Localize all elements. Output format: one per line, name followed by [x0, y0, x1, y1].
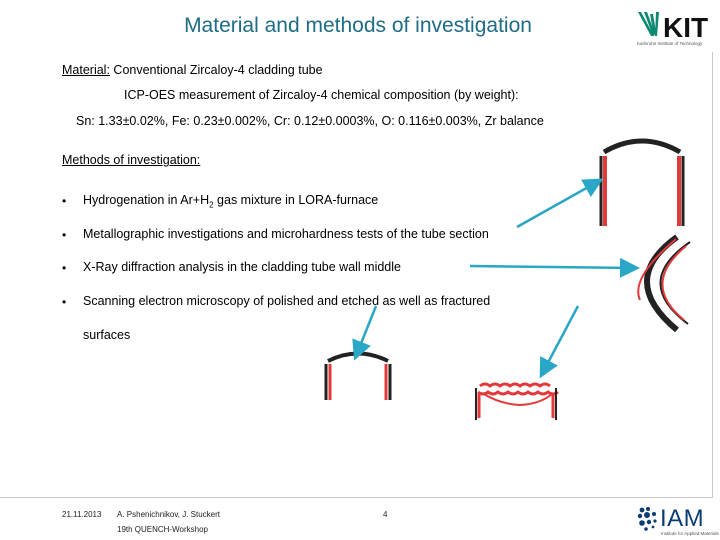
- segment-specimen: [326, 354, 390, 401]
- footer-authors: A. Pshenichnikov, J. Stuckert: [117, 510, 221, 519]
- material-label: Material:: [62, 63, 110, 77]
- pointer-arrows: [356, 181, 635, 374]
- method-item-1-rest: gas mixture in LORA-furnace: [213, 193, 379, 207]
- method-item-4-line1: Scanning electron microscopy of polished and etched as well as fractured: [83, 294, 491, 308]
- iam-logo-subtitle: Institute for Applied Materials: [661, 531, 719, 536]
- material-text: Conventional Zircaloy-4 cladding tube: [109, 63, 323, 77]
- bullet-1: •: [62, 194, 67, 208]
- kit-logo-subtitle: Karlsruhe Institute of Technology: [637, 41, 703, 46]
- half-ring-specimen: [638, 237, 690, 330]
- icp-line: ICP-OES measurement of Zircaloy-4 chemical composition (by weight):: [124, 88, 519, 102]
- method-item-3: X-Ray diffraction analysis in the cladding tube wall middle: [83, 260, 401, 274]
- iam-logo-text: IAM: [660, 505, 705, 532]
- method-item-1-sub: 2: [209, 200, 214, 210]
- fractured-specimen: [476, 384, 558, 420]
- method-item-1-text: Hydrogenation in Ar+H: [83, 193, 210, 207]
- kit-logo-text: KIT: [663, 12, 709, 42]
- methods-heading: Methods of investigation:: [62, 153, 201, 167]
- bullet-2: •: [62, 228, 67, 242]
- method-item-2: Metallographic investigations and microhardness tests of the tube section: [83, 227, 489, 241]
- tube-section-specimen: [601, 141, 683, 226]
- composition-line: Sn: 1.33±0.02%, Fe: 0.23±0.002%, Cr: 0.12±0.0003%, O: 0.116±0.003%, Zr balance: [76, 114, 544, 128]
- footer-date: 21.11.2013: [62, 510, 102, 519]
- bullet-3: •: [62, 261, 67, 275]
- page-title: Material and methods of investigation: [184, 14, 532, 37]
- method-item-4-line2: surfaces: [83, 328, 131, 342]
- page-number: 4: [383, 510, 388, 519]
- footer-event: 19th QUENCH-Workshop: [117, 525, 208, 534]
- bullet-4: •: [62, 295, 67, 309]
